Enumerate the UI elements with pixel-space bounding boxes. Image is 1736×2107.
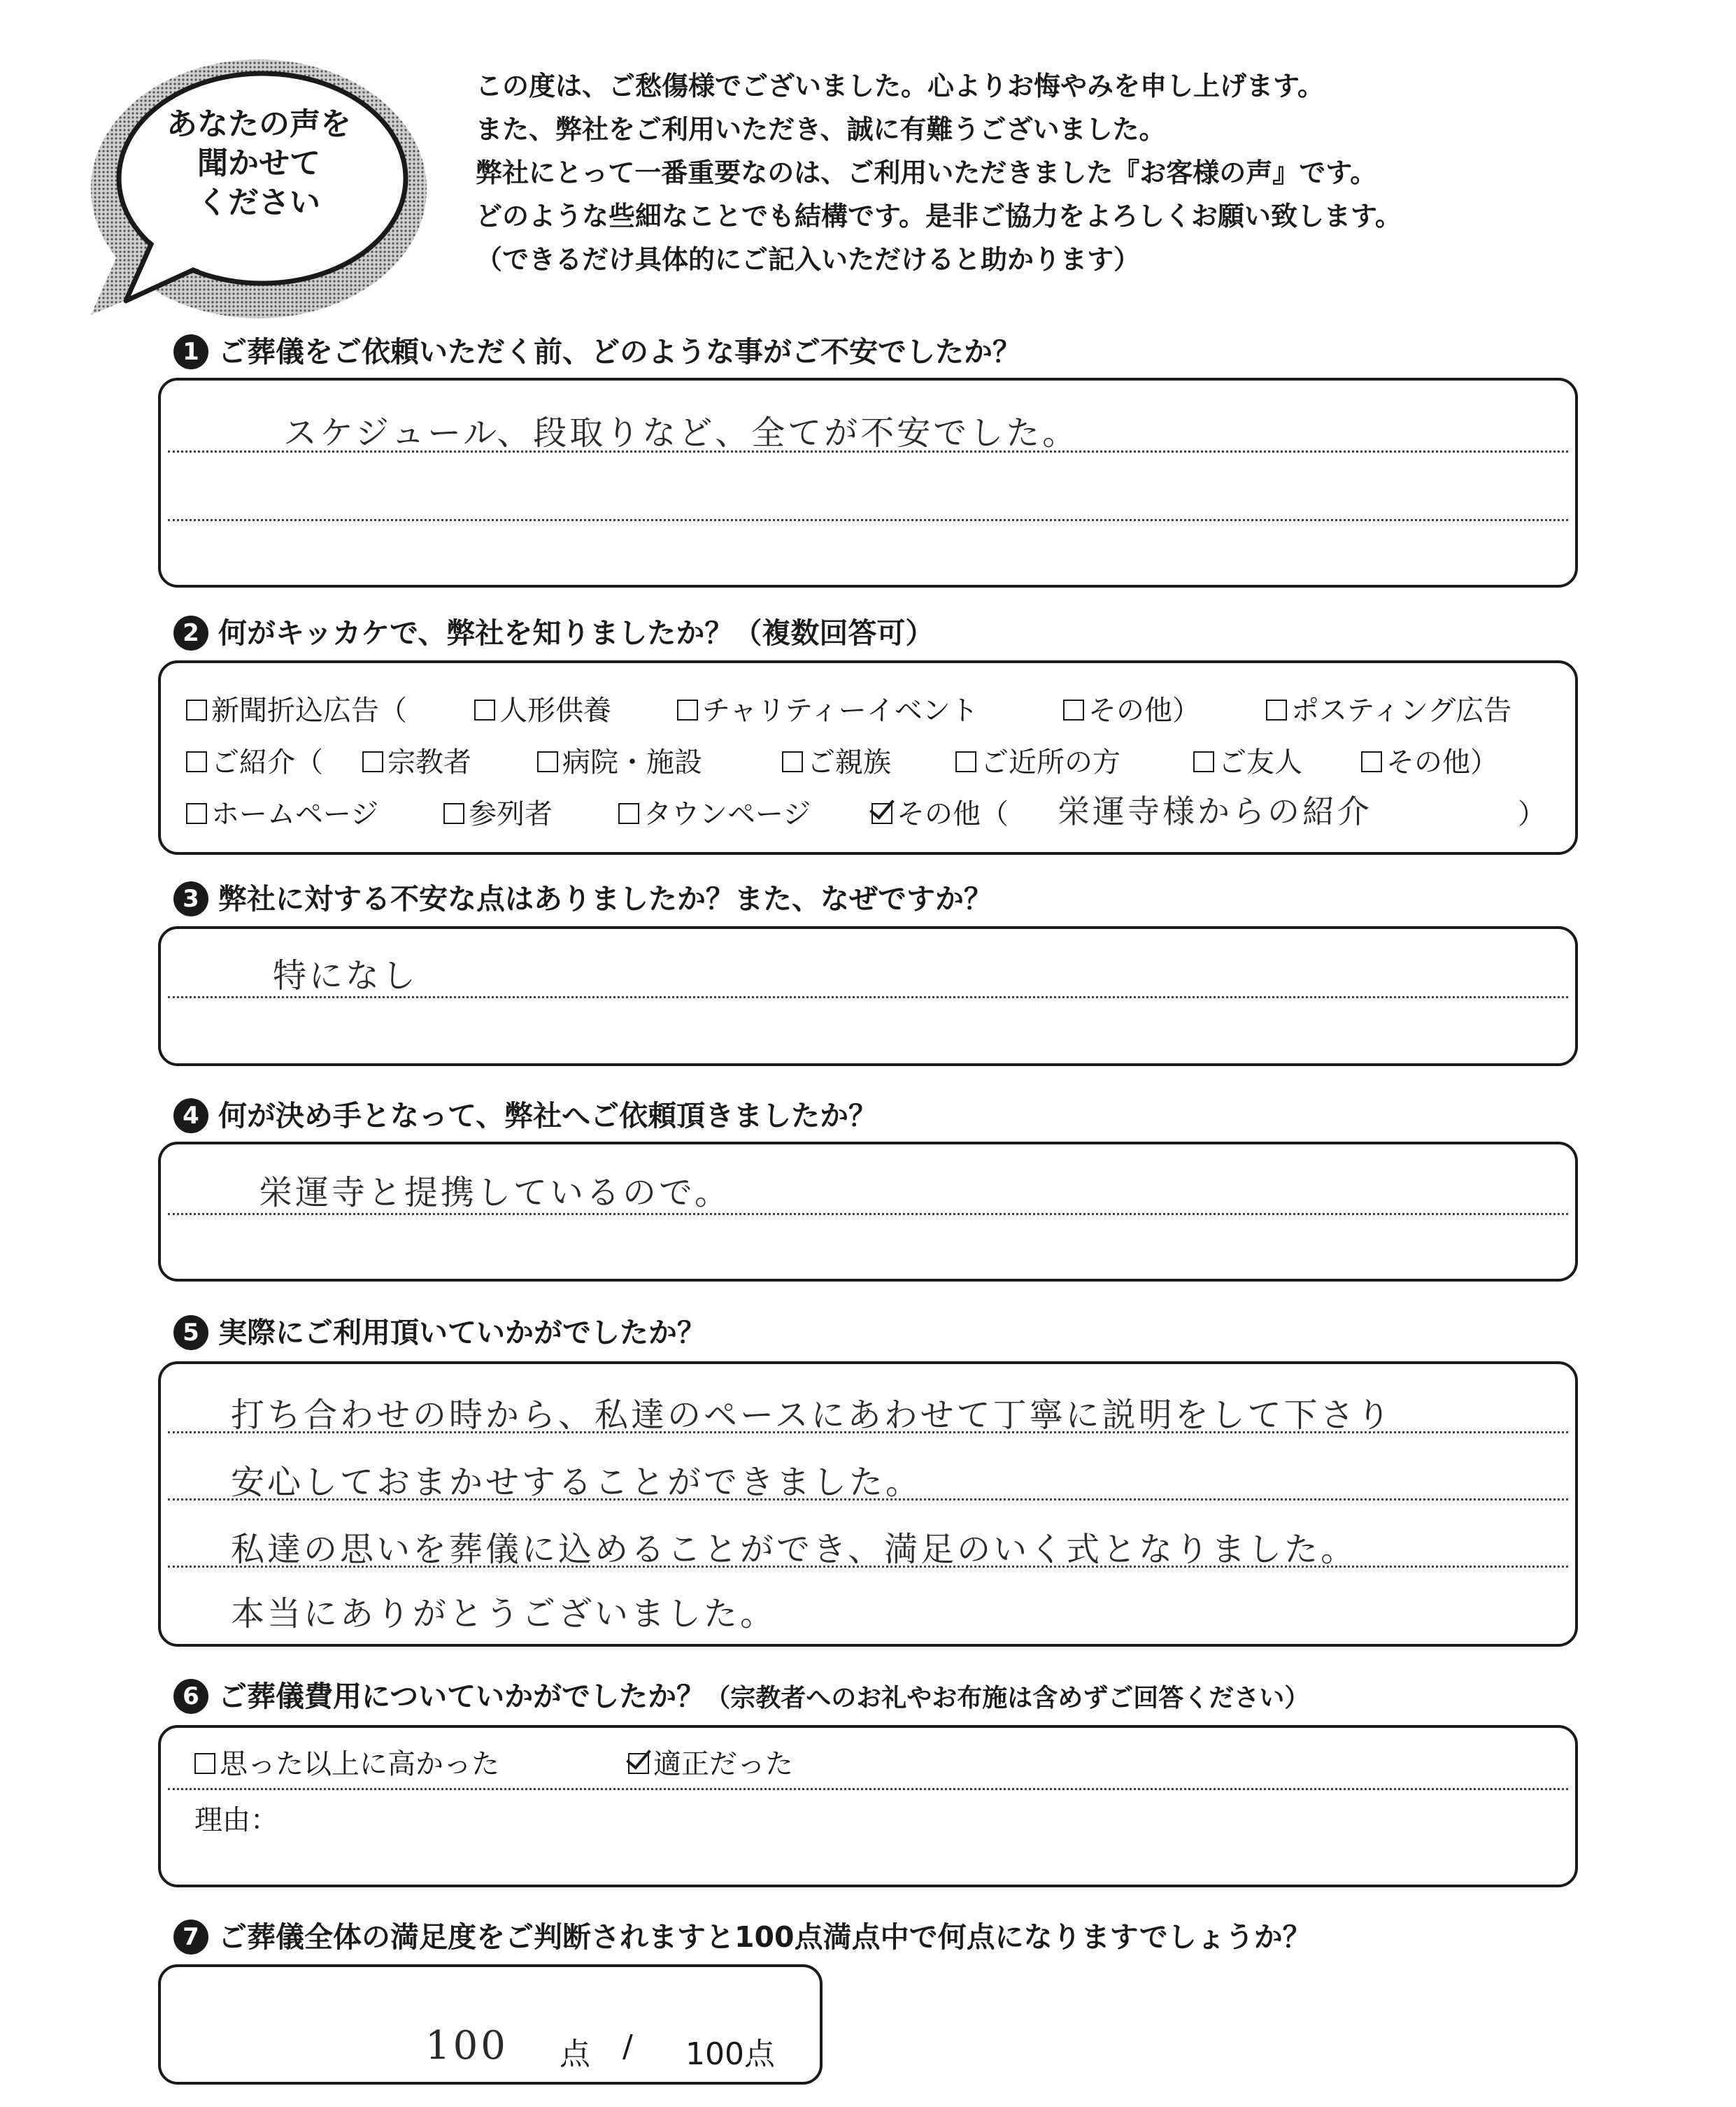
intro-message: [476, 64, 1693, 281]
option-hospital[interactable]: 病院・施設: [537, 740, 702, 780]
question-7-heading: [173, 1917, 1311, 1957]
bubble-line: ください: [197, 185, 320, 220]
option-fair-price[interactable]: 適正だった: [628, 1742, 793, 1782]
score-max: 100点: [685, 2036, 775, 2072]
answer-box-2: [158, 660, 1578, 855]
question-text: ご葬儀をご依頼いただく前、どのような事がご不安でしたか？: [218, 335, 1021, 369]
checkbox[interactable]: [1063, 700, 1084, 721]
score-slash: /: [622, 2029, 633, 2064]
intro-line: 弊社にとって一番重要なのは、ご利用いただきました『お客様の声』です。: [476, 157, 1377, 188]
handwritten-answer-line[interactable]: 安心しておまかせすることができました。: [231, 1463, 923, 1502]
question-number-badge: 3: [173, 881, 208, 916]
intro-line: （できるだけ具体的にご記入いただけると助かります）: [476, 244, 1141, 275]
option-friends[interactable]: ご友人: [1193, 740, 1302, 780]
checkbox[interactable]: [443, 803, 464, 824]
answer-box-5: [158, 1361, 1578, 1647]
question-text: 弊社に対する不安な点はありましたか？また、なぜですか？: [218, 882, 992, 916]
checkbox[interactable]: [1193, 751, 1214, 772]
score-box: [158, 1964, 823, 2085]
bubble-line: 聞かせて: [197, 146, 320, 181]
question-6-heading: [173, 1676, 1309, 1719]
option-other-1[interactable]: その他）: [1063, 688, 1200, 728]
checkbox[interactable]: [955, 751, 976, 772]
option-newspaper[interactable]: 新聞折込広告（: [186, 688, 407, 728]
option-referral[interactable]: ご紹介（: [186, 740, 323, 780]
writing-line: [168, 519, 1568, 521]
option-relatives[interactable]: ご親族: [782, 740, 891, 780]
bubble-caption: [105, 105, 413, 222]
option-too-expensive[interactable]: 思った以上に高かった: [194, 1742, 499, 1782]
question-2-heading: [173, 613, 934, 653]
handwritten-answer[interactable]: 栄運寺と提携しているので。: [259, 1173, 732, 1212]
handwritten-answer[interactable]: スケジュール、段取りなど、全てが不安でした。: [283, 413, 1079, 453]
option-close-paren: ）: [1518, 798, 1546, 830]
handwritten-answer[interactable]: 栄運寺様からの紹介: [1058, 793, 1372, 830]
question-text: ご葬儀費用についていかがでしたか？: [218, 1680, 706, 1713]
question-number-badge: 5: [173, 1315, 208, 1350]
question-note: （宗教者へのお礼やお布施は含めずご回答ください）: [705, 1684, 1310, 1712]
intro-line: また、弊社をご利用いただき、誠に有難うございました。: [476, 114, 1166, 145]
handwritten-answer-line[interactable]: 打ち合わせの時から、私達のペースにあわせて丁寧に説明をして下さり: [231, 1396, 1393, 1435]
checkbox[interactable]: [677, 700, 698, 721]
question-number-badge: 7: [173, 1920, 208, 1955]
option-religious[interactable]: 宗教者: [362, 740, 471, 780]
checkbox[interactable]: [537, 751, 558, 772]
question-4-heading: [173, 1095, 877, 1136]
option-posting-ad[interactable]: ポスティング広告: [1266, 688, 1511, 728]
checkbox-checked[interactable]: [871, 803, 892, 824]
checkbox[interactable]: [782, 751, 803, 772]
intro-line: どのような些細なことでも結構です。是非ご協力をよろしくお願い致します。: [476, 201, 1402, 232]
checkbox[interactable]: [1361, 751, 1382, 772]
checkbox[interactable]: [1266, 700, 1287, 721]
intro-line: この度は、ご愁傷様でございました。心よりお悔やみを申し上げます。: [476, 71, 1324, 101]
checkbox[interactable]: [186, 700, 207, 721]
bubble-line: あなたの声を: [166, 106, 351, 142]
question-text: 実際にご利用頂いていかがでしたか？: [218, 1316, 706, 1349]
handwritten-answer[interactable]: 特になし: [273, 956, 419, 995]
option-other-2[interactable]: その他）: [1361, 740, 1498, 780]
answer-box-3: [158, 926, 1578, 1066]
question-text: ご葬儀全体の満足度をご判断されますと100点満点中で何点になりますでしょうか？: [218, 1920, 1311, 1954]
checkbox[interactable]: [186, 751, 207, 772]
answer-box-6: [158, 1725, 1578, 1887]
option-charity-event[interactable]: チャリティーイベント: [677, 688, 979, 728]
question-number-badge: 1: [173, 334, 208, 369]
question-1-heading: [173, 332, 1021, 372]
handwritten-answer-line[interactable]: 本当にありがとうございました。: [231, 1594, 777, 1633]
checkbox-checked[interactable]: [628, 1753, 649, 1774]
option-other-3[interactable]: その他（: [871, 792, 1009, 832]
checkbox[interactable]: [618, 803, 639, 824]
handwritten-score[interactable]: 100: [425, 2023, 508, 2069]
checkbox[interactable]: [186, 803, 207, 824]
handwritten-answer-line[interactable]: 私達の思いを葬儀に込めることができ、満足のいく式となりました。: [231, 1530, 1358, 1569]
checkbox[interactable]: [194, 1753, 215, 1774]
answer-box-4: [158, 1142, 1578, 1282]
question-number-badge: 4: [173, 1098, 208, 1133]
checkbox[interactable]: [362, 751, 383, 772]
score-unit: 点: [560, 2036, 590, 2072]
option-doll-memorial[interactable]: 人形供養: [474, 688, 611, 728]
question-3-heading: [173, 879, 992, 919]
option-attendee[interactable]: 参列者: [443, 792, 553, 832]
question-text: 何が決め手となって、弊社へご依頼頂きましたか？: [218, 1099, 878, 1133]
writing-line: [168, 1788, 1568, 1790]
reason-label: 理由：: [194, 1804, 278, 1836]
question-5-heading: [173, 1312, 706, 1353]
option-townpage[interactable]: タウンページ: [618, 792, 811, 832]
checkbox[interactable]: [474, 700, 495, 721]
option-homepage[interactable]: ホームページ: [186, 792, 378, 832]
option-neighbors[interactable]: ご近所の方: [955, 740, 1120, 780]
answer-box-1: [158, 378, 1578, 588]
question-text: 何がキッカケで、弊社を知りましたか？（複数回答可）: [218, 616, 934, 650]
question-number-badge: 6: [173, 1679, 208, 1714]
question-number-badge: 2: [173, 616, 208, 651]
